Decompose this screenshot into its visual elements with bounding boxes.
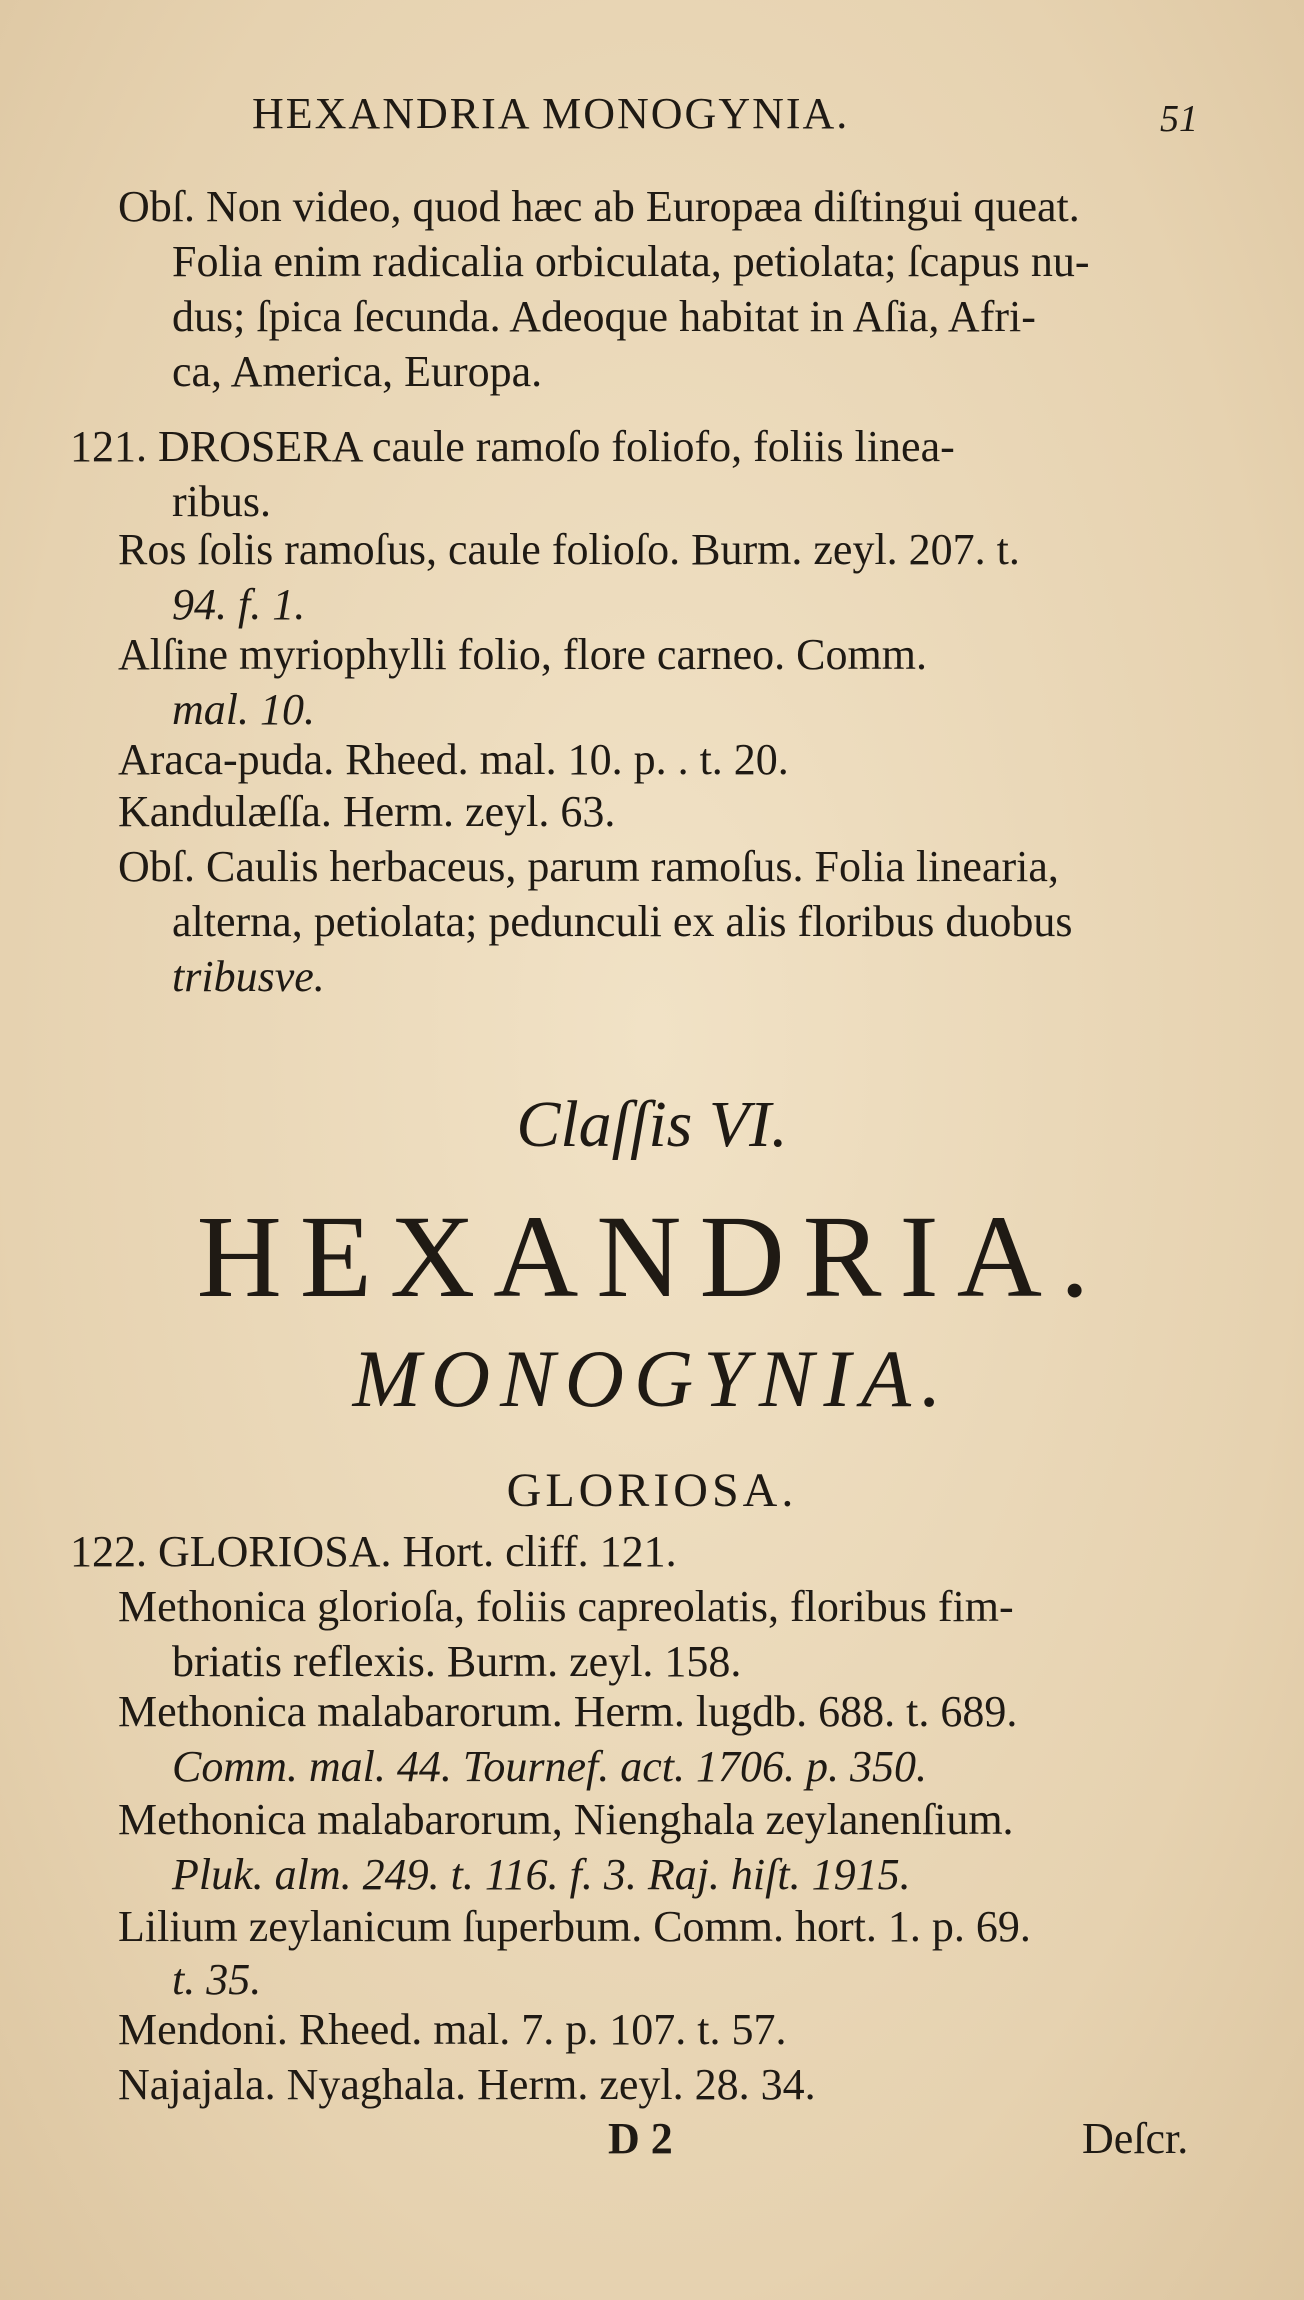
text-line: Comm. mal. 44. Tournef. act. 1706. p. 350. — [172, 1742, 927, 1791]
text-line: ribus. — [172, 477, 271, 526]
text-line: Folia enim radicalia orbiculata, petiolata; ſcapus nu- — [172, 237, 1090, 286]
text-line: Najajala. Nyaghala. Herm. zeyl. 28. 34. — [118, 2060, 816, 2109]
text-line: Methonica glorioſa, foliis capreolatis, floribus fim- — [118, 1582, 1014, 1631]
text-line: Araca-puda. Rheed. mal. 10. p. . t. 20. — [118, 735, 789, 784]
text-line: Lilium zeylanicum ſuperbum. Comm. hort. 1. p. 69. — [118, 1902, 1031, 1951]
text-line: alterna, petiolata; pedunculi ex alis floribus duobus — [172, 897, 1073, 946]
text-line: t. 35. — [172, 1955, 262, 2004]
page-number: 51 — [1160, 98, 1198, 140]
text-line: briatis reflexis. Burm. zeyl. 158. — [172, 1637, 742, 1686]
entry-heading: 122. GLORIOSA. Hort. cliff. 121. — [70, 1527, 677, 1576]
signature-mark: D 2 — [608, 2114, 673, 2163]
classis-heading: Claſſis VI. — [516, 1088, 788, 1161]
text-line: Methonica malabarorum, Nienghala zeylanenſium. — [118, 1795, 1014, 1844]
class-title: HEXANDRIA. — [196, 1191, 1108, 1322]
text-line: Alſine myriophylli folio, flore carneo. Comm. — [118, 630, 927, 679]
text-line: Methonica malabarorum. Herm. lugdb. 688. t. 689. — [118, 1687, 1018, 1736]
text-line: Mendoni. Rheed. mal. 7. p. 107. t. 57. — [118, 2005, 787, 2054]
entry-heading: 121. DROSERA caule ramoſo foliofo, foliis linea- — [70, 422, 955, 471]
catchword: Deſcr. — [1082, 2114, 1189, 2163]
text-line: Obſ. Caulis herbaceus, parum ramoſus. Folia linearia, — [118, 842, 1059, 891]
running-head: HEXANDRIA MONOGYNIA. — [252, 89, 850, 138]
order-title: MONOGYNIA. — [352, 1333, 952, 1424]
text-line: Kandulæſſa. Herm. zeyl. 63. — [118, 787, 616, 836]
text-line: ca, America, Europa. — [172, 347, 543, 396]
genus-heading: GLORIOSA. — [506, 1464, 798, 1517]
text-line: dus; ſpica ſecunda. Adeoque habitat in Aſia, Afri- — [172, 292, 1036, 341]
text-line: tribusve. — [172, 952, 325, 1001]
text-line: Ros ſolis ramoſus, caule folioſo. Burm. zeyl. 207. t. — [118, 525, 1020, 574]
text-line: Pluk. alm. 249. t. 116. f. 3. Raj. hiſt. 1915. — [172, 1850, 911, 1899]
text-line: mal. 10. — [172, 685, 315, 734]
text-line: Obſ. Non video, quod hæc ab Europæa diſtingui queat. — [118, 182, 1080, 231]
text-line: 94. f. 1. — [172, 580, 306, 629]
